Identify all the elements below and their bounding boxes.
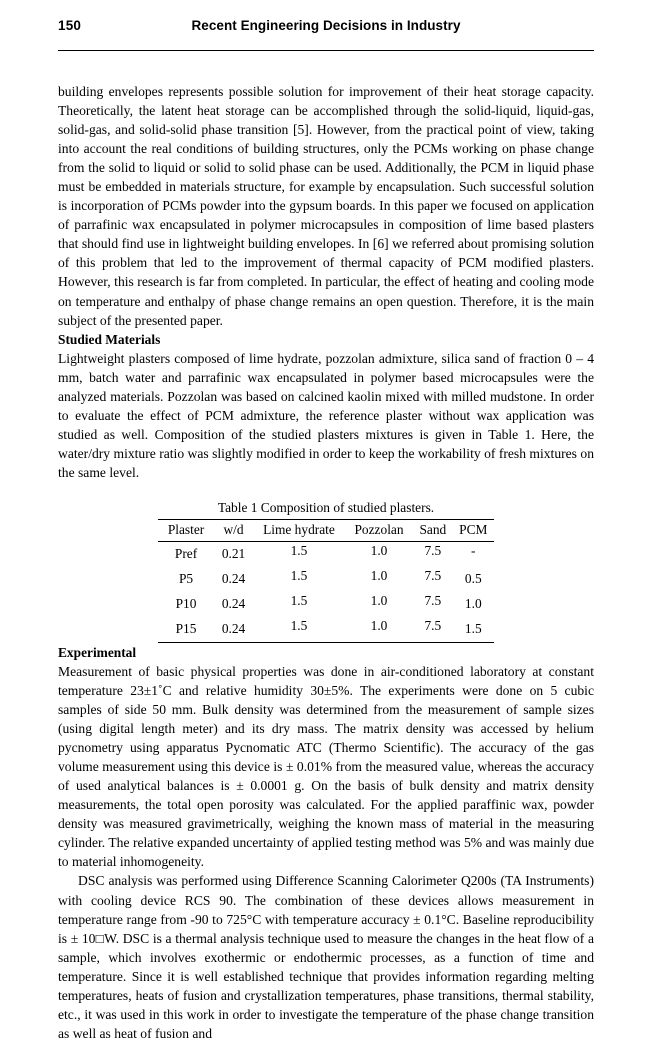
cell-pcm: - <box>471 542 476 558</box>
page-number: 150 <box>58 18 82 33</box>
page-content <box>58 82 594 1043</box>
cell-pozzolan: 1.0 <box>370 567 388 583</box>
cell-pcm: 1.5 <box>464 621 482 637</box>
cell-pozzolan: 1.0 <box>370 617 388 633</box>
composition-table <box>158 519 494 643</box>
cell-plaster: Pref <box>174 546 198 562</box>
column-header-plaster: Plaster <box>167 521 205 537</box>
table-body <box>158 541 494 642</box>
column-header-lime-hydrate: Lime hydrate <box>263 521 335 537</box>
cell-pcm: 0.5 <box>464 571 482 587</box>
heading-studied-materials: Studied Materials <box>58 331 161 347</box>
cell-lime-hydrate: 1.5 <box>290 567 308 583</box>
header-divider <box>58 50 594 51</box>
cell-wd: 0.24 <box>221 621 246 637</box>
table-header <box>158 519 494 541</box>
table-row <box>158 567 494 592</box>
cell-sand: 7.5 <box>424 617 442 633</box>
studied-materials-paragraph: Lightweight plasters composed of lime hydrate, pozzolan admixture, silica sand of fraction 0 – 4 mm, batch water and parrafinic wax encapsulated in polymer based microcapsules were the analyzed materials. Pozzolan was based on calcined kaolin mixed with milled mudstone. In order to evaluate the effect of PCM admixture, the reference plaster without wax application was studied as well. Composition of the studied plasters mixtures is given in Table 1. Here, the water/dry mixture ratio was slightly modified in order to keep the workability of fresh mixtures on the same level. <box>58 350 594 480</box>
table-caption: Table 1 Composition of studied plasters. <box>217 499 435 515</box>
table-row <box>158 541 494 567</box>
heading-experimental: Experimental <box>58 644 137 660</box>
table-row <box>158 617 494 643</box>
experimental-paragraph-2: DSC analysis was performed using Difference Scanning Calorimeter Q200s (TA Instruments) with cooling device RCS 90. The combination of these devices allows measurement in temperature range from -90 to 725°C with temperature accuracy ± 0.1°C. Baseline reproducibility is ± 10□W. DSC is a thermal analysis technique used to measure the changes in the heat flow of a sample, which involves exothermic or endothermic processes, as a function of time and temperature. Since it is well established technique that provides information regarding melting temperatures, heats of fusion and crystallization temperatures, phase transitions, thermal stability, etc., it was used in this work in order to investigate the temperature of the phase change transition as well as heat of fusion and <box>58 873 594 1041</box>
cell-plaster: P15 <box>175 621 197 637</box>
cell-wd: 0.21 <box>221 546 246 562</box>
experimental-paragraph-1: Measurement of basic physical properties was done in air-conditioned laboratory at constant temperature 23±1˚C and relative humidity 30±5%. The experiments were done on 5 cubic samples of side 50 mm. Bulk density was determined from the measurement of sample sizes (using digital length meter) and its dry mass. The matrix density was accessed by helium pycnometry using apparatus Pycnomatic ATC (Thermo Scientific). The accuracy of the gas volume measurement using this device is ± 0.01% from the measured value, whereas the accuracy of used analytical balances is ± 0.0001 g. On the basis of bulk density and matrix density measurements, the total open porosity was calculated. For the applied paraffinic wax, powder density was measured gravimetrically, weighing the known mass of material in the measuring cylinder. The relative expanded uncertainty of applied testing method was 5% and was mainly due to material inhomogeneity. <box>58 663 594 870</box>
cell-wd: 0.24 <box>221 596 246 612</box>
cell-sand: 7.5 <box>424 592 442 608</box>
intro-paragraph: building envelopes represents possible solution for improvement of their heat storage capacity. Theoretically, the latent heat storage can be accomplished through the solid-liquid, liquid-gas, solid-gas, and solid-solid phase transition [5]. However, from the practical point of view, taking into account the real conditions of building structures, only the PCMs working on phase change from the solid to liquid or solid to solid phase can be used. Additionally, the PCM in liquid phase must be embedded in materials structure, for example by encapsulation. Such successful solution is incorporation of PCMs powder into the gypsum boards. In this paper we focused on application of parrafinic wax encapsulated in polymer microcapsules in composition of lime based plasters that should find use in lightweight building envelopes. In [6] we referred about promising solution of this problem that led to the improvement of thermal capacity of PCM modified plasters. However, this research is far from completed. In particular, the effect of heating and cooling mode on temperature and enthalpy of phase change remains an open question. Therefore, it is the main subject of the presented paper. <box>58 84 594 328</box>
cell-pozzolan: 1.0 <box>370 592 388 608</box>
running-header <box>58 18 594 40</box>
cell-pcm: 1.0 <box>464 596 482 612</box>
cell-lime-hydrate: 1.5 <box>290 592 308 608</box>
column-header-pcm: PCM <box>459 521 488 537</box>
header-title: Recent Engineering Decisions in Industry <box>191 18 461 33</box>
cell-plaster: P10 <box>175 596 197 612</box>
table-header-row <box>158 519 494 541</box>
cell-plaster: P5 <box>178 571 194 587</box>
table-1-block <box>58 499 594 643</box>
column-header-pozzolan: Pozzolan <box>354 521 404 537</box>
table-row <box>158 592 494 617</box>
cell-wd: 0.24 <box>221 571 246 587</box>
column-header-wd: w/d <box>223 521 244 537</box>
cell-sand: 7.5 <box>424 542 442 558</box>
cell-sand: 7.5 <box>424 567 442 583</box>
cell-lime-hydrate: 1.5 <box>290 617 308 633</box>
cell-lime-hydrate: 1.5 <box>290 542 308 558</box>
cell-pozzolan: 1.0 <box>370 542 388 558</box>
column-header-sand: Sand <box>419 521 447 537</box>
